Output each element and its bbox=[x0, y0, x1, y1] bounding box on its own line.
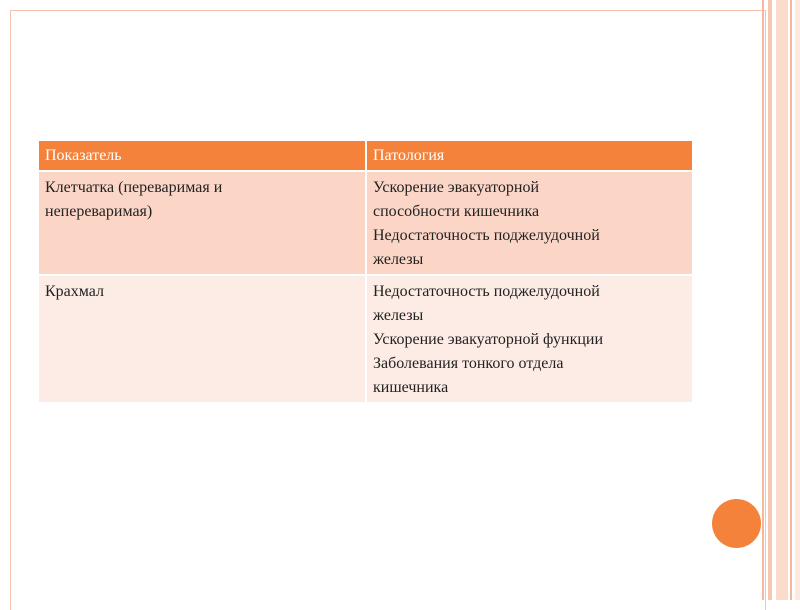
indicator-cell bbox=[39, 275, 366, 402]
table-row bbox=[39, 171, 692, 275]
stripe bbox=[795, 0, 800, 600]
cell-line: кишечника bbox=[373, 379, 449, 396]
cell-line: железы bbox=[373, 251, 424, 268]
pathology-table bbox=[39, 141, 692, 402]
cell-line: Клетчатка (переваримая и bbox=[45, 179, 223, 196]
pathology-cell bbox=[366, 171, 692, 275]
table-row bbox=[39, 275, 692, 402]
header-pathology: Патология bbox=[366, 141, 692, 171]
cell-line: Недостаточность поджелудочной bbox=[373, 283, 600, 300]
cell-line: Крахмал bbox=[45, 283, 105, 300]
right-decorative-stripes bbox=[760, 0, 800, 600]
cell-line: непереваримая) bbox=[45, 203, 153, 220]
header-indicator: Показатель bbox=[39, 141, 366, 171]
cell-line: железы bbox=[373, 307, 424, 324]
cell-line: Ускорение эвакуаторной bbox=[373, 179, 540, 196]
cell-line: Заболевания тонкого отдела bbox=[373, 355, 564, 372]
cell-line: Недостаточность поджелудочной bbox=[373, 227, 600, 244]
stripe bbox=[790, 0, 792, 600]
table-header-row bbox=[39, 141, 692, 171]
orange-circle-decoration bbox=[712, 499, 761, 548]
cell-line: Ускорение эвакуаторной функции bbox=[373, 331, 604, 348]
stripe bbox=[762, 0, 764, 600]
pathology-cell bbox=[366, 275, 692, 402]
indicator-cell bbox=[39, 171, 366, 275]
stripe bbox=[776, 0, 788, 600]
stripe bbox=[768, 0, 772, 600]
cell-line: способности кишечника bbox=[373, 203, 540, 220]
pathology-table-container bbox=[39, 141, 692, 402]
